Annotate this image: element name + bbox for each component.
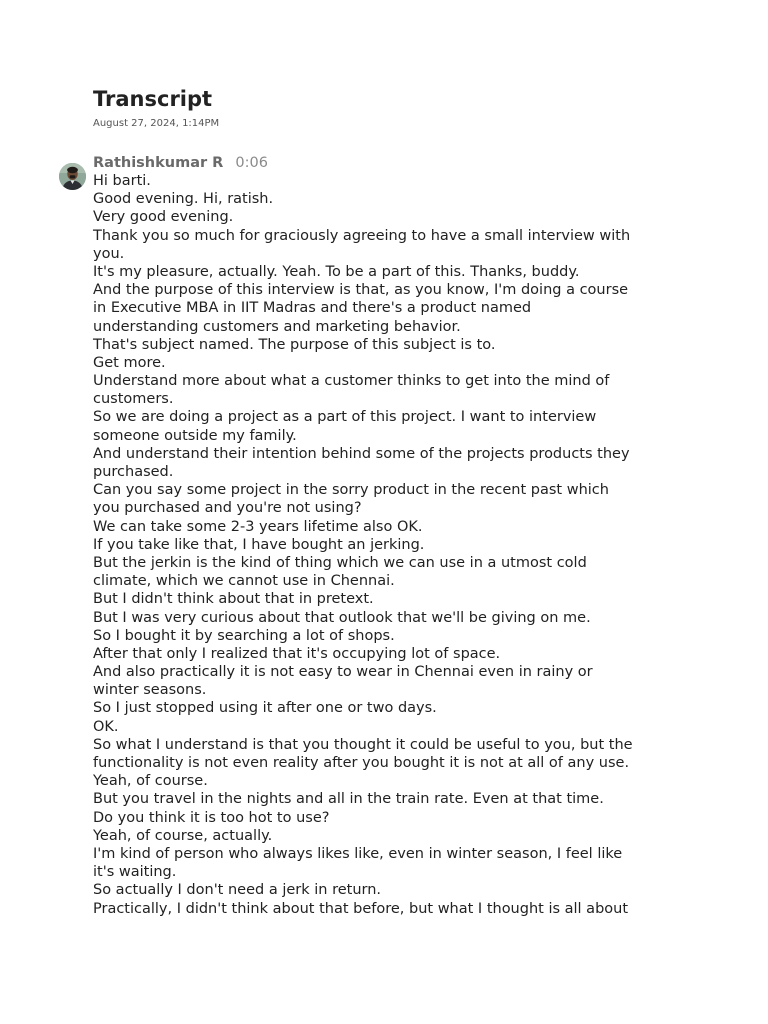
speaker-header — [93, 154, 268, 172]
transcript-line: Good evening. Hi, ratish. — [93, 191, 274, 208]
avatar-image — [59, 163, 86, 190]
transcript-line: But the jerkin is the kind of thing which we can use in a utmost cold — [93, 554, 587, 571]
transcript-line: And also practically it is not easy to wear in Chennai even in rainy or — [93, 664, 593, 681]
transcript-line: in Executive MBA in IIT Madras and there's a product named — [93, 300, 532, 317]
transcript-date: August 27, 2024, 1:14PM — [93, 118, 220, 129]
transcript-line: Get more. — [93, 354, 166, 371]
transcript-line: Thank you so much for graciously agreeing to have a small interview with — [93, 227, 631, 244]
transcript-line: So I just stopped using it after one or two days. — [93, 700, 437, 717]
transcript-line: it's waiting. — [93, 864, 177, 881]
transcript-line: Can you say some project in the sorry product in the recent past which — [93, 482, 609, 499]
transcript-line: Do you think it is too hot to use? — [93, 809, 330, 826]
speaker-name: Rathishkumar R — [93, 155, 224, 171]
transcript-line: So we are doing a project as a part of this project. I want to interview — [93, 409, 597, 426]
transcript-line: Understand more about what a customer thinks to get into the mind of — [93, 373, 610, 390]
transcript-line: you purchased and you're not using? — [93, 500, 362, 517]
transcript-line: functionality is not even reality after you bought it is not at all of any use. — [93, 755, 630, 771]
transcript-line: Yeah, of course. — [93, 773, 208, 790]
transcript-line: It's my pleasure, actually. Yeah. To be a part of this. Thanks, buddy. — [93, 263, 580, 280]
transcript-line: But I was very curious about that outlook that we'll be giving on me. — [93, 609, 591, 626]
transcript-line: someone outside my family. — [93, 427, 297, 444]
transcript-line: Hi barti. — [93, 173, 151, 189]
transcript-line: And the purpose of this interview is that, as you know, I'm doing a course — [93, 282, 629, 299]
transcript-line: We can take some 2-3 years lifetime also OK. — [93, 518, 423, 535]
transcript-line: So I bought it by searching a lot of shops. — [93, 627, 395, 644]
transcript-line: OK. — [93, 718, 119, 735]
transcript-line: purchased. — [93, 464, 174, 480]
transcript-line: customers. — [93, 391, 174, 408]
transcript-line: Practically, I didn't think about that before, but what I thought is all about — [93, 900, 629, 917]
person-avatar-icon — [59, 163, 86, 190]
transcript-line: Very good evening. — [93, 209, 234, 226]
transcript-line: And understand their intention behind some of the projects products they — [93, 445, 630, 462]
transcript-line: That's subject named. The purpose of this subject is to. — [93, 336, 496, 353]
transcript-line: winter seasons. — [93, 682, 207, 699]
transcript-line: understanding customers and marketing behavior. — [93, 318, 461, 335]
transcript-line: If you take like that, I have bought an jerking. — [93, 536, 425, 553]
transcript-line: climate, which we cannot use in Chennai. — [93, 573, 395, 590]
transcript-lines — [93, 172, 693, 918]
transcript-line: But I didn't think about that in pretext. — [93, 591, 374, 608]
transcript-line: you. — [93, 245, 125, 262]
transcript-line: Yeah, of course, actually. — [93, 827, 273, 844]
transcript-line: So what I understand is that you thought it could be useful to you, but the — [93, 736, 633, 753]
speaker-timestamp: 0:06 — [235, 155, 268, 171]
transcript-line: So actually I don't need a jerk in return. — [93, 882, 382, 899]
transcript-line: But you travel in the nights and all in the train rate. Even at that time. — [93, 791, 604, 808]
transcript-line: I'm kind of person who always likes like, even in winter season, I feel like — [93, 845, 623, 862]
transcript-line: After that only I realized that it's occupying lot of space. — [93, 645, 501, 662]
page-title: Transcript — [93, 87, 213, 111]
